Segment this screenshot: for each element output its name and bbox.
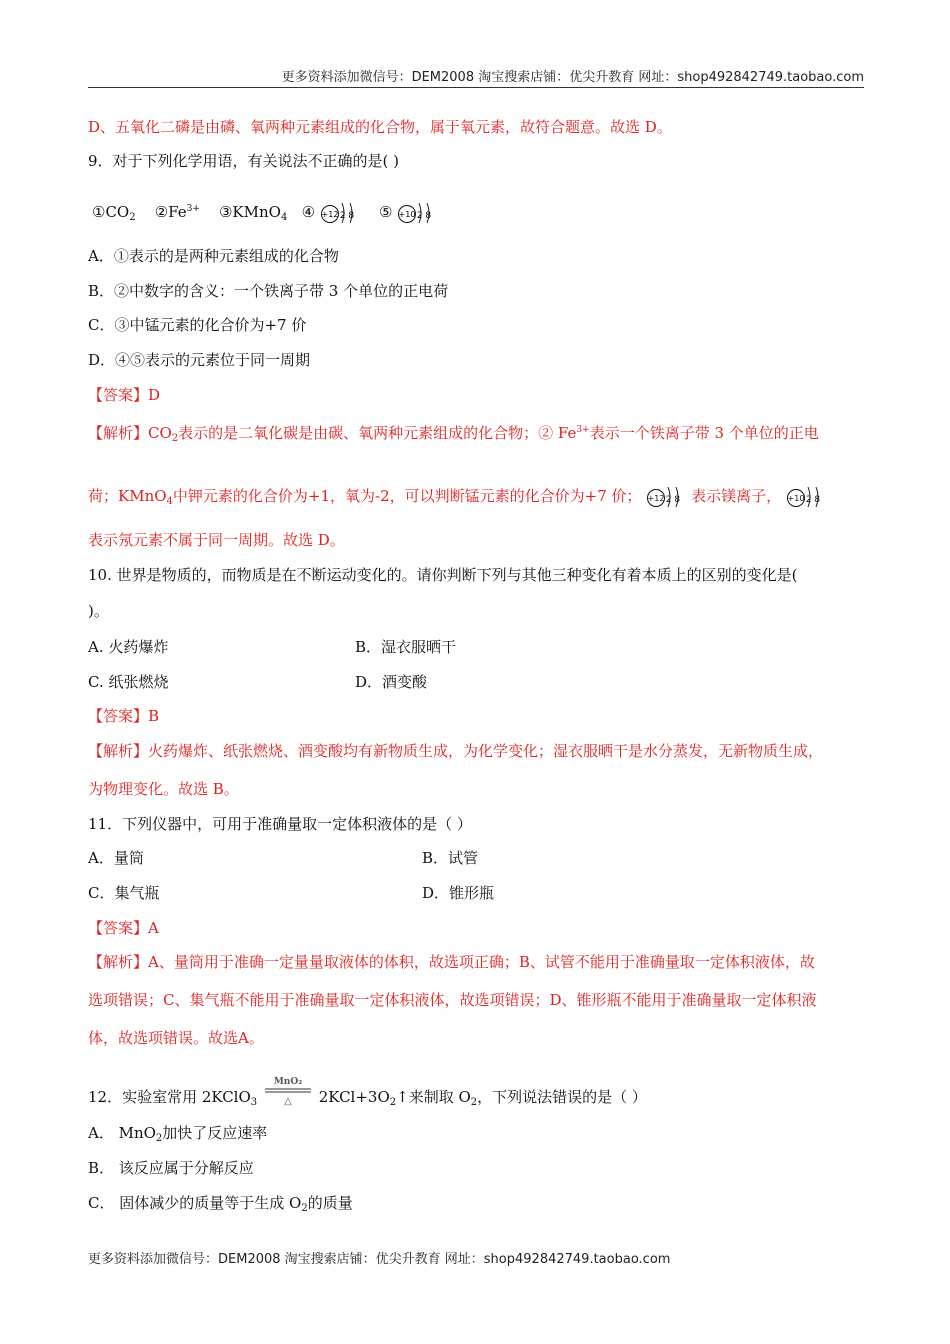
intro-line: D、五氧化二磷是由磷、氧两种元素组成的化合物，属于氧元素，故符合题意。故选 D。 bbox=[88, 118, 672, 136]
q11-stem: 11．下列仪器中，可用于准确量取一定体积液体的是（ ） bbox=[88, 815, 472, 833]
reaction-condition-arrow bbox=[262, 1074, 314, 1108]
q11-explanation-1: 【解析】A、量筒用于准确一定量量取液体的体积，故选项正确；B、试管不能用于准确量取一定体积液体，故 bbox=[88, 953, 815, 971]
svg-text:+12: +12 bbox=[321, 210, 339, 219]
page-header: 更多资料添加微信号：DEM2008 淘宝搜索店铺：优尖升教育 网址：shop492842749.taobao.com bbox=[281, 70, 864, 85]
q11-option-d: D．锥形瓶 bbox=[422, 884, 495, 902]
svg-text:+12: +12 bbox=[647, 494, 665, 503]
q10-option-b: B．湿衣服晒干 bbox=[355, 638, 457, 656]
q10-explanation-2: 为物理变化。故选 B。 bbox=[88, 780, 239, 798]
q9-symbols: $①CO_2$ $②Fe^{3+}$ ③KMnO$_4$ ④ +12 2 8 ⑤ +10 2 8 bbox=[92, 199, 437, 228]
q9-stem: 9．对于下列化学用语，有关说法不正确的是( ) bbox=[88, 152, 400, 170]
page-footer: 更多资料添加微信号：DEM2008 淘宝搜索店铺：优尖升教育 网址：shop492842749.taobao.com bbox=[88, 1252, 671, 1267]
svg-text:2 8: 2 8 bbox=[805, 495, 821, 505]
q11-explanation-3: 体，故选项错误。故选A。 bbox=[88, 1029, 264, 1047]
q12-option-b: B． 该反应属于分解反应 bbox=[88, 1159, 254, 1177]
q10-option-c: C. 纸张燃烧 bbox=[88, 673, 169, 691]
svg-text:+10: +10 bbox=[398, 210, 416, 219]
svg-text:2 8: 2 8 bbox=[417, 211, 432, 221]
neon-atom-diagram bbox=[397, 200, 437, 226]
q11-explanation-2: 选项错误；C、集气瓶不能用于准确量取一定体积液体，故选项错误；D、锥形瓶不能用于准确量取一定体积液 bbox=[88, 991, 817, 1009]
neon-atom-diagram-inline bbox=[786, 484, 826, 510]
magnesium-ion-diagram-inline bbox=[646, 484, 686, 510]
q12-stem: 12．实验室常用 2KClO$_3$ MnO₂ △ $2KCl+3O_2↑$来制取 $O_2$，下列说法错误的是（ ） bbox=[88, 1074, 647, 1113]
q9-option-a: A．①表示的是两种元素组成的化合物 bbox=[88, 247, 339, 265]
q9-explanation-1: 【解析】$CO_2$表示的是二氧化碳是由碳、氧两种元素组成的化合物；② $Fe^{3+}$表示一个铁离子带 3 个单位的正电 bbox=[88, 424, 819, 444]
svg-text:MnO₂: MnO₂ bbox=[273, 1077, 303, 1087]
q9-explanation-3: 表示氖元素不属于同一周期。故选 D。 bbox=[88, 531, 345, 549]
q12-option-c: C． 固体减少的质量等于生成 $O_2$的质量 bbox=[88, 1194, 353, 1214]
svg-text:△: △ bbox=[284, 1096, 292, 1107]
magnesium-ion-diagram bbox=[320, 200, 360, 226]
svg-text:2 8: 2 8 bbox=[666, 495, 681, 505]
q10-answer: 【答案】B bbox=[88, 707, 160, 725]
svg-text:2 8: 2 8 bbox=[339, 211, 355, 221]
header-divider bbox=[88, 87, 864, 88]
q9-option-c: C．③中锰元素的化合价为+7 价 bbox=[88, 316, 307, 334]
q9-explanation-2: 荷；KMnO$_4$中钾元素的化合价为+1，氧为-2，可以判断锰元素的化合价为+7 价； +12 2 8 表示镁离子， +10 2 8 bbox=[88, 484, 826, 512]
q9-answer: 【答案】D bbox=[88, 386, 161, 404]
q10-stem-2: )。 bbox=[88, 602, 109, 620]
q10-option-d: D．酒变酸 bbox=[355, 673, 428, 691]
svg-text:+10: +10 bbox=[787, 494, 805, 503]
q11-option-c: C．集气瓶 bbox=[88, 884, 160, 902]
q9-option-d: D．④⑤表示的元素位于同一周期 bbox=[88, 351, 311, 369]
q11-option-a: A．量筒 bbox=[88, 849, 144, 867]
q10-stem-1: 10. 世界是物质的，而物质是在不断运动变化的。请你判断下列与其他三种变化有着本质上的区别的变化是( bbox=[88, 566, 798, 584]
q11-option-b: B．试管 bbox=[422, 849, 479, 867]
q9-option-b: B．②中数字的含义：一个铁离子带 3 个单位的正电荷 bbox=[88, 282, 449, 300]
q10-explanation-1: 【解析】火药爆炸、纸张燃烧、酒变酸均有新物质生成，为化学变化；湿衣服晒干是水分蒸发，无新物质生成， bbox=[88, 742, 824, 760]
q10-option-a: A. 火药爆炸 bbox=[88, 638, 169, 656]
q11-answer: 【答案】A bbox=[88, 919, 159, 937]
q12-option-a: A． MnO$_2$加快了反应速率 bbox=[88, 1124, 268, 1144]
